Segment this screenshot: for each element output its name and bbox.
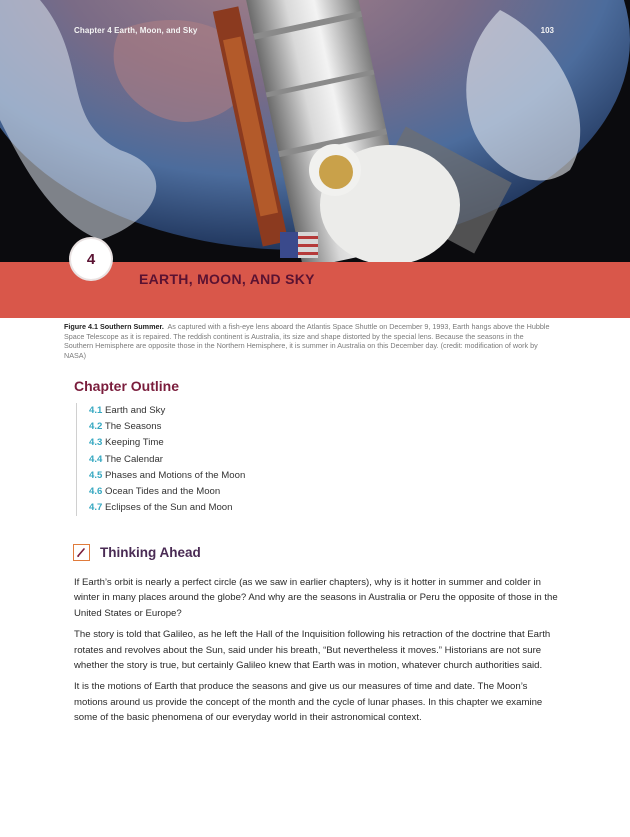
body-paragraph: It is the motions of Earth that produce the seasons and give us our measures of time and date. The Moon’s motions around us provide the concept of the month and the cycle of lunar phases. In this chapter we examine some of the basic phenomena of our everyday world in their astronomical context. xyxy=(74,681,543,724)
chapter-outline-list xyxy=(76,403,245,516)
thinking-ahead-heading: Thinking Ahead xyxy=(100,545,201,560)
outline-item[interactable]: 4.6 Ocean Tides and the Moon xyxy=(89,486,221,498)
outline-item[interactable]: 4.3 Keeping Time xyxy=(89,437,164,449)
chapter-title: EARTH, MOON, AND SKY xyxy=(139,271,315,287)
figure-label: Figure 4.1 Southern Summer. xyxy=(64,322,164,331)
outline-item[interactable]: 4.1 Earth and Sky xyxy=(89,405,166,416)
pencil-icon xyxy=(73,544,90,561)
body-paragraph: The story is told that Galileo, as he left the Hall of the Inquisition following his retraction of the doctrine that Earth rotates and revolves about the Sun, said under his breath, “But nevertheless it moves.” Historians are not sure whether the story is true, but certainly Galileo knew that Earth was in motion, whatever church authorities said. xyxy=(74,629,551,672)
figure-caption xyxy=(64,322,554,360)
figure-caption-text: As captured with a fish-eye lens aboard the Atlantis Space Shuttle on December 9, 1993, Earth hangs above the Hubble Space Telescope as it is repaired. The reddish continent is Australia, its size and shape distorted by the special lens. Because the seasons in the Southern Hemisphere are opposite those in the Northern Hemisphere, it is summer in Australia on this December day. (credit: modification of work by NASA) xyxy=(64,322,550,360)
outline-item[interactable]: 4.7 Eclipses of the Sun and Moon xyxy=(89,502,233,514)
chapter-number-badge: 4 xyxy=(71,239,111,279)
page-number: 103 xyxy=(540,26,554,35)
running-head: Chapter 4 Earth, Moon, and Sky xyxy=(74,26,198,35)
chapter-outline-heading: Chapter Outline xyxy=(74,378,180,394)
body-paragraph: If Earth’s orbit is nearly a perfect circle (as we saw in earlier chapters), why is it hotter in summer and colder in winter in many places around the globe? And why are the seasons in Australia or Peru the opposite of those in the United States or Europe? xyxy=(74,577,558,619)
outline-item[interactable]: 4.2 The Seasons xyxy=(89,421,162,433)
outline-item[interactable]: 4.5 Phases and Motions of the Moon xyxy=(89,469,246,481)
outline-item[interactable]: 4.4 The Calendar xyxy=(89,453,163,465)
thinking-ahead-body xyxy=(74,575,558,732)
